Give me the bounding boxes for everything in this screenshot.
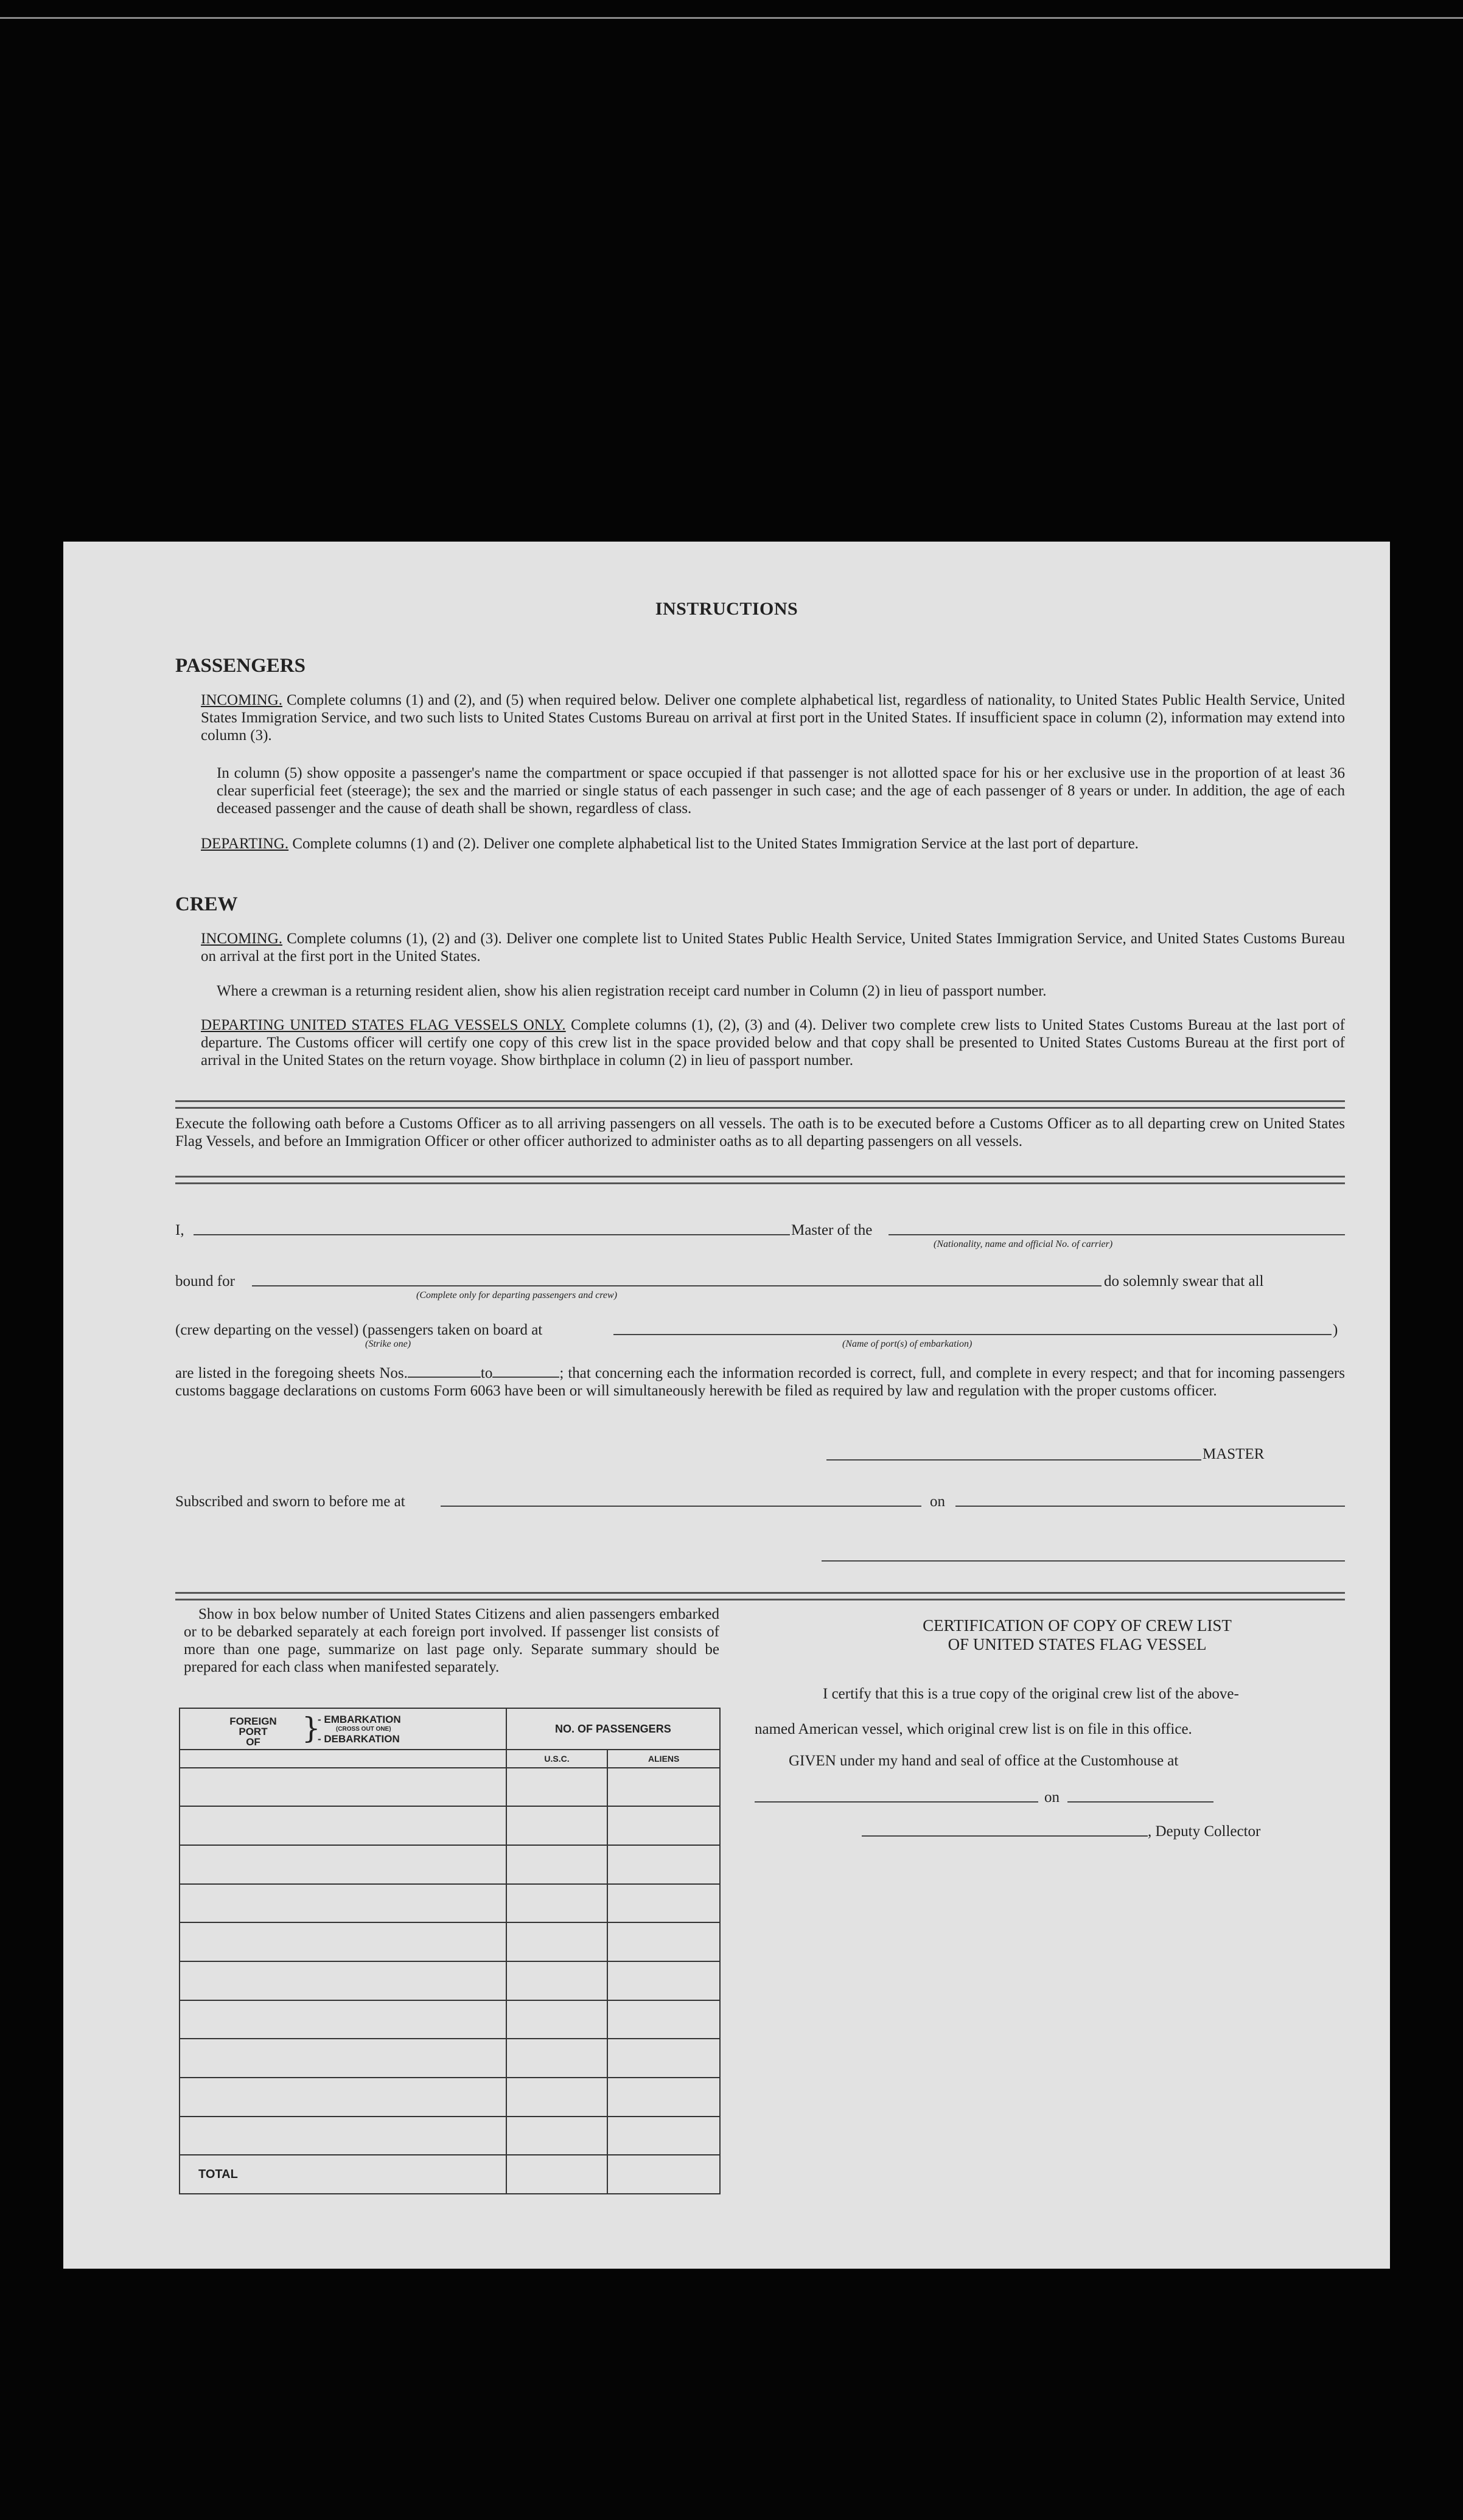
- certify-line-2: named American vessel, which original crew list is on file in this office.: [755, 1721, 1192, 1737]
- strike-caption: (Strike one): [365, 1339, 411, 1349]
- certify-line-1: I certify that this is a true copy of the original crew list of the above-: [823, 1686, 1239, 1702]
- table-row-cell[interactable]: [180, 2078, 506, 2117]
- sheet-from-line[interactable]: [408, 1377, 481, 1378]
- given-label: GIVEN under my hand and seal of office at the Customhouse at: [789, 1753, 1179, 1769]
- table-row-cell[interactable]: [180, 1768, 506, 1807]
- passengers-column5-paragraph: In column (5) show opposite a passenger's name the compartment or space occupied if that passenger is not allotted space for his or her exclusive use in the proportion of at least 36 clear superficial feet (steerage); the sex and the married or single status of each passenger in such case; and the age of each passenger of 8 years or under. In addition, the age of each deceased passenger and the cause of death shall be shown, regardless of class.: [217, 765, 1345, 817]
- sworn-on-label: on: [930, 1493, 945, 1510]
- table-row-cell[interactable]: [180, 1884, 506, 1923]
- table-row-cell[interactable]: [180, 1845, 506, 1884]
- port-caption: (Name of port(s) of embarkation): [842, 1339, 972, 1349]
- table-row-cell[interactable]: [180, 1922, 506, 1961]
- master-name-line[interactable]: [194, 1234, 790, 1235]
- aliens-cell[interactable]: [607, 1884, 720, 1923]
- master-of-label: Master of the: [791, 1222, 873, 1238]
- bound-for-label: bound for: [175, 1273, 235, 1290]
- aliens-cell[interactable]: [607, 1922, 720, 1961]
- usc-cell[interactable]: [506, 2117, 608, 2155]
- swear-label: do solemnly swear that all: [1104, 1273, 1264, 1290]
- no-passengers-header: NO. OF PASSENGERS: [506, 1708, 720, 1750]
- usc-cell[interactable]: [506, 2000, 608, 2039]
- usc-total-cell[interactable]: [506, 2155, 608, 2194]
- crew-departing-label: (crew departing on the vessel) (passengers taken on board at: [175, 1322, 543, 1338]
- aliens-cell[interactable]: [607, 2078, 720, 2117]
- table-row-cell[interactable]: [180, 1806, 506, 1845]
- aliens-total-cell[interactable]: [607, 2155, 720, 2194]
- sheet-to-line[interactable]: [492, 1377, 559, 1378]
- table-row-cell[interactable]: [180, 2117, 506, 2155]
- nationality-caption: (Nationality, name and official No. of carrier): [934, 1239, 1113, 1249]
- divider-3: [175, 1592, 1345, 1600]
- crew-resident-paragraph: Where a crewman is a returning resident alien, show his alien registration receipt card number in Column (2) in lieu of passport number.: [217, 983, 1047, 999]
- cert-date-line[interactable]: [1067, 1801, 1213, 1803]
- passengers-departing-lead: DEPARTING.: [201, 836, 289, 852]
- officer-signature-line[interactable]: [822, 1560, 1345, 1562]
- port-embarkation-line[interactable]: [613, 1334, 1332, 1335]
- subscribed-label: Subscribed and sworn to before me at: [175, 1493, 405, 1510]
- cross-out-label: (CROSS OUT ONE): [336, 1726, 391, 1733]
- debarkation-label: - DEBARKATION: [318, 1733, 400, 1745]
- embarkation-label: - EMBARKATION: [318, 1714, 401, 1726]
- passengers-heading: PASSENGERS: [175, 655, 306, 677]
- brace-icon: }: [302, 1711, 321, 1746]
- master-signature-line[interactable]: [826, 1459, 1201, 1461]
- deputy-collector-label: , Deputy Collector: [1148, 1823, 1261, 1840]
- aliens-header: ALIENS: [607, 1750, 720, 1768]
- crew-incoming-lead: INCOMING.: [201, 930, 283, 947]
- usc-cell[interactable]: [506, 2039, 608, 2078]
- crew-departing-text: Complete columns (1), (2), (3) and (4). Deliver two complete crew lists to United States Customs Bureau at the last port of departure. The Customs officer will certify one copy of this crew list in the space provided below and that copy shall be presented to United States Customs Bureau at the first port of arrival in the United States on the return voyage. Show birthplace in column (2) in lieu of passport number.: [201, 1017, 1345, 1069]
- listed-text-1: are listed in the foregoing sheets Nos.: [175, 1365, 408, 1381]
- usc-cell[interactable]: [506, 1768, 608, 1807]
- passengers-departing-paragraph: [201, 835, 1345, 853]
- master-label: MASTER: [1203, 1446, 1265, 1462]
- divider-2: [175, 1176, 1345, 1184]
- subheader-blank: [180, 1750, 506, 1768]
- sworn-place-line[interactable]: [441, 1506, 921, 1507]
- crew-departing-paragraph: [201, 1016, 1345, 1069]
- aliens-cell[interactable]: [607, 2117, 720, 2155]
- table-header-port: [180, 1708, 506, 1750]
- oath-instruction: Execute the following oath before a Customs Officer as to all arriving passengers on all vessels. The oath is to be executed before a Customs Officer as to all departing crew on United States Flag Vessels, and before an Immigration Officer or other officer authorized to administer oaths as to all departing passengers on all vessels.: [175, 1115, 1345, 1150]
- certification-title-1: CERTIFICATION OF COPY OF CREW LIST: [923, 1616, 1232, 1635]
- oath-i-label: I,: [175, 1222, 184, 1238]
- crew-incoming-text: Complete columns (1), (2) and (3). Deliver one complete list to United States Public Health Service, United States Immigration Service, and United States Customs Bureau on arrival at the first port in the United States.: [201, 930, 1345, 965]
- usc-cell[interactable]: [506, 1845, 608, 1884]
- crew-heading: CREW: [175, 893, 238, 915]
- customhouse-line[interactable]: [755, 1801, 1038, 1803]
- port-label: PORT: [239, 1726, 268, 1738]
- bound-for-caption: (Complete only for departing passengers and crew): [416, 1290, 618, 1300]
- of-label: OF: [246, 1736, 260, 1748]
- divider-1: [175, 1100, 1345, 1109]
- aliens-cell[interactable]: [607, 1961, 720, 2000]
- table-row-cell[interactable]: [180, 2000, 506, 2039]
- passengers-incoming-paragraph: [201, 691, 1345, 744]
- cert-on-label: on: [1044, 1789, 1060, 1806]
- aliens-cell[interactable]: [607, 2039, 720, 2078]
- usc-header: U.S.C.: [506, 1750, 608, 1768]
- table-row-cell[interactable]: [180, 1961, 506, 2000]
- passenger-summary-table: [179, 1708, 721, 2194]
- to-label: to: [480, 1365, 493, 1381]
- aliens-cell[interactable]: [607, 1806, 720, 1845]
- passengers-departing-text: Complete columns (1) and (2). Deliver one complete alphabetical list to the United States Immigration Service at the last port of departure.: [292, 836, 1139, 852]
- vessel-name-line[interactable]: [889, 1234, 1345, 1235]
- aliens-cell[interactable]: [607, 2000, 720, 2039]
- total-label: TOTAL: [180, 2155, 506, 2194]
- passengers-incoming-lead: INCOMING.: [201, 692, 283, 708]
- aliens-cell[interactable]: [607, 1845, 720, 1884]
- certification-title: [779, 1616, 1375, 1654]
- sworn-date-line[interactable]: [955, 1506, 1345, 1507]
- usc-cell[interactable]: [506, 1961, 608, 2000]
- listed-paragraph: [175, 1364, 1345, 1400]
- crew-departing-lead: DEPARTING UNITED STATES FLAG VESSELS ONLY.: [201, 1017, 566, 1033]
- usc-cell[interactable]: [506, 1922, 608, 1961]
- deputy-signature-line[interactable]: [862, 1835, 1148, 1837]
- close-paren: ): [1333, 1322, 1338, 1338]
- bound-for-line[interactable]: [252, 1285, 1102, 1286]
- top-edge-line: [0, 17, 1463, 19]
- usc-cell[interactable]: [506, 1884, 608, 1923]
- summary-instruction: Show in box below number of United States Citizens and alien passengers embarked or to be debarked separately at each foreign port involved. If passenger list consists of more than one page, summarize on last page only. Separate summary should be prepared for each class when manifested separately.: [184, 1606, 719, 1675]
- table-row-cell[interactable]: [180, 2039, 506, 2078]
- crew-incoming-paragraph: [201, 930, 1345, 965]
- aliens-cell[interactable]: [607, 1768, 720, 1807]
- usc-cell[interactable]: [506, 1806, 608, 1845]
- listed-text-2: ; that concerning each the information recorded is correct, full, and complete in every respect; and that for incoming passengers customs baggage declarations on customs Form 6063 have been or will simultaneously herewith be filed as required by law and regulation with the proper customs officer.: [175, 1365, 1345, 1399]
- usc-cell[interactable]: [506, 2078, 608, 2117]
- certification-title-2: OF UNITED STATES FLAG VESSEL: [948, 1635, 1207, 1653]
- passengers-incoming-text: Complete columns (1) and (2), and (5) when required below. Deliver one complete alphabetical list, regardless of nationality, to United States Public Health Service, United States Immigration Service, and two such lists to United States Customs Bureau on arrival at first port in the United States. If insufficient space in column (2), information may extend into column (3).: [201, 692, 1346, 744]
- form-page: [63, 542, 1390, 2269]
- page-title: INSTRUCTIONS: [655, 599, 798, 619]
- foreign-label: FOREIGN: [229, 1715, 277, 1728]
